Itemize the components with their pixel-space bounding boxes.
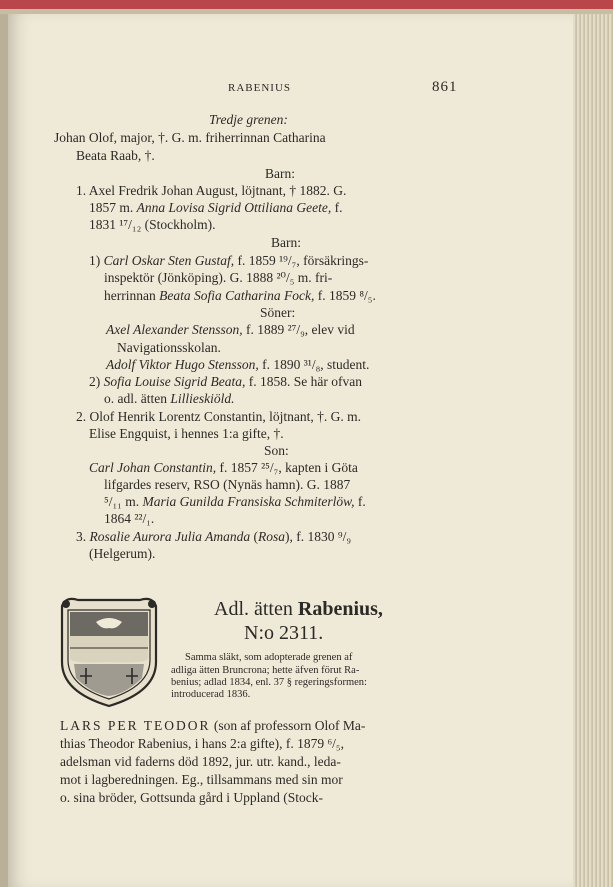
- text-line: 1) Carl Oskar Sten Gustaf, f. 1859 ¹⁹/₇, försäkrings-: [89, 253, 369, 268]
- text-line: 2. Olof Henrik Lorentz Constantin, löjtnant, †. G. m.: [76, 409, 361, 424]
- family-note: adliga ätten Bruncrona; hette äfven förut Ra-: [171, 665, 360, 676]
- subheading: Son:: [264, 443, 289, 458]
- text-line: Carl Johan Constantin, f. 1857 ²⁵/₇, kapten i Göta: [89, 460, 358, 475]
- text-line: 3. Rosalie Aurora Julia Amanda (Rosa), f. 1830 ⁹/₉: [76, 529, 352, 544]
- page-fore-edge: [573, 14, 613, 887]
- coat-of-arms-icon: [56, 592, 162, 710]
- family-heading: Adl. ätten Rabenius,: [214, 598, 383, 620]
- text-line: Axel Alexander Stensson, f. 1889 ²⁷/₉, elev vid: [106, 322, 355, 337]
- family-number: N:o 2311.: [244, 622, 324, 644]
- text-line: 1864 ²²/₁.: [104, 511, 155, 526]
- text-line: ⁵/₁₁ m. Maria Gunilda Fransiska Schmiterlöw, f.: [104, 494, 366, 509]
- text-line: Elise Engquist, i hennes 1:a gifte, †.: [89, 426, 284, 441]
- text-line: o. sina bröder, Gottsunda gård i Uppland (Stock-: [60, 790, 324, 805]
- text-line: Beata Raab, †.: [76, 148, 155, 163]
- text-line: inspektör (Jönköping). G. 1888 ²⁰/₅ m. fri-: [104, 270, 333, 285]
- text-line: o. adl. ätten Lillieskiöld.: [104, 391, 235, 406]
- text-line: (Helgerum).: [89, 546, 156, 561]
- family-note: benius; adlad 1834, enl. 37 § regeringsformen:: [171, 677, 367, 688]
- section-title: Tredje grenen:: [209, 112, 288, 127]
- text-line: Navigationsskolan.: [117, 340, 221, 355]
- running-head: RABENIUS: [228, 82, 292, 94]
- text-line: Johan Olof, major, †. G. m. friherrinnan Catharina: [54, 130, 326, 145]
- text-line: herrinnan Beata Sofia Catharina Fock, f. 1859 ⁸/₅.: [104, 288, 376, 303]
- family-note: Samma släkt, som adopterade grenen af: [185, 652, 353, 663]
- subheading: Barn:: [271, 235, 301, 250]
- text-line: 1. Axel Fredrik Johan August, löjtnant, † 1882. G.: [76, 183, 347, 198]
- text-line: 1831 ¹⁷/₁₂ (Stockholm).: [89, 217, 216, 232]
- text-line: 1857 m. Anna Lovisa Sigrid Ottiliana Geete, f.: [89, 200, 343, 215]
- text-line: thias Theodor Rabenius, i hans 2:a gifte), f. 1879 ⁶/₅,: [60, 736, 344, 751]
- text-line: mot i lagberedningen. Eg., tillsammans med sin mor: [60, 772, 343, 787]
- text-line: lifgardes reserv, RSO (Nynäs hamn). G. 1887: [104, 477, 351, 492]
- text-line: Adolf Viktor Hugo Stensson, f. 1890 ³¹/₈, student.: [106, 357, 370, 372]
- subheading: Söner:: [260, 305, 296, 320]
- family-note: introducerad 1836.: [171, 689, 251, 700]
- text-line: adelsman vid faderns död 1892, jur. utr. kand., leda-: [60, 754, 341, 769]
- page-number: 861: [432, 79, 458, 95]
- text-line: LARS PER TEODOR (son af professorn Olof Ma-: [60, 718, 366, 733]
- subheading: Barn:: [265, 166, 295, 181]
- text-line: 2) Sofia Louise Sigrid Beata, f. 1858. Se här ofvan: [89, 374, 362, 389]
